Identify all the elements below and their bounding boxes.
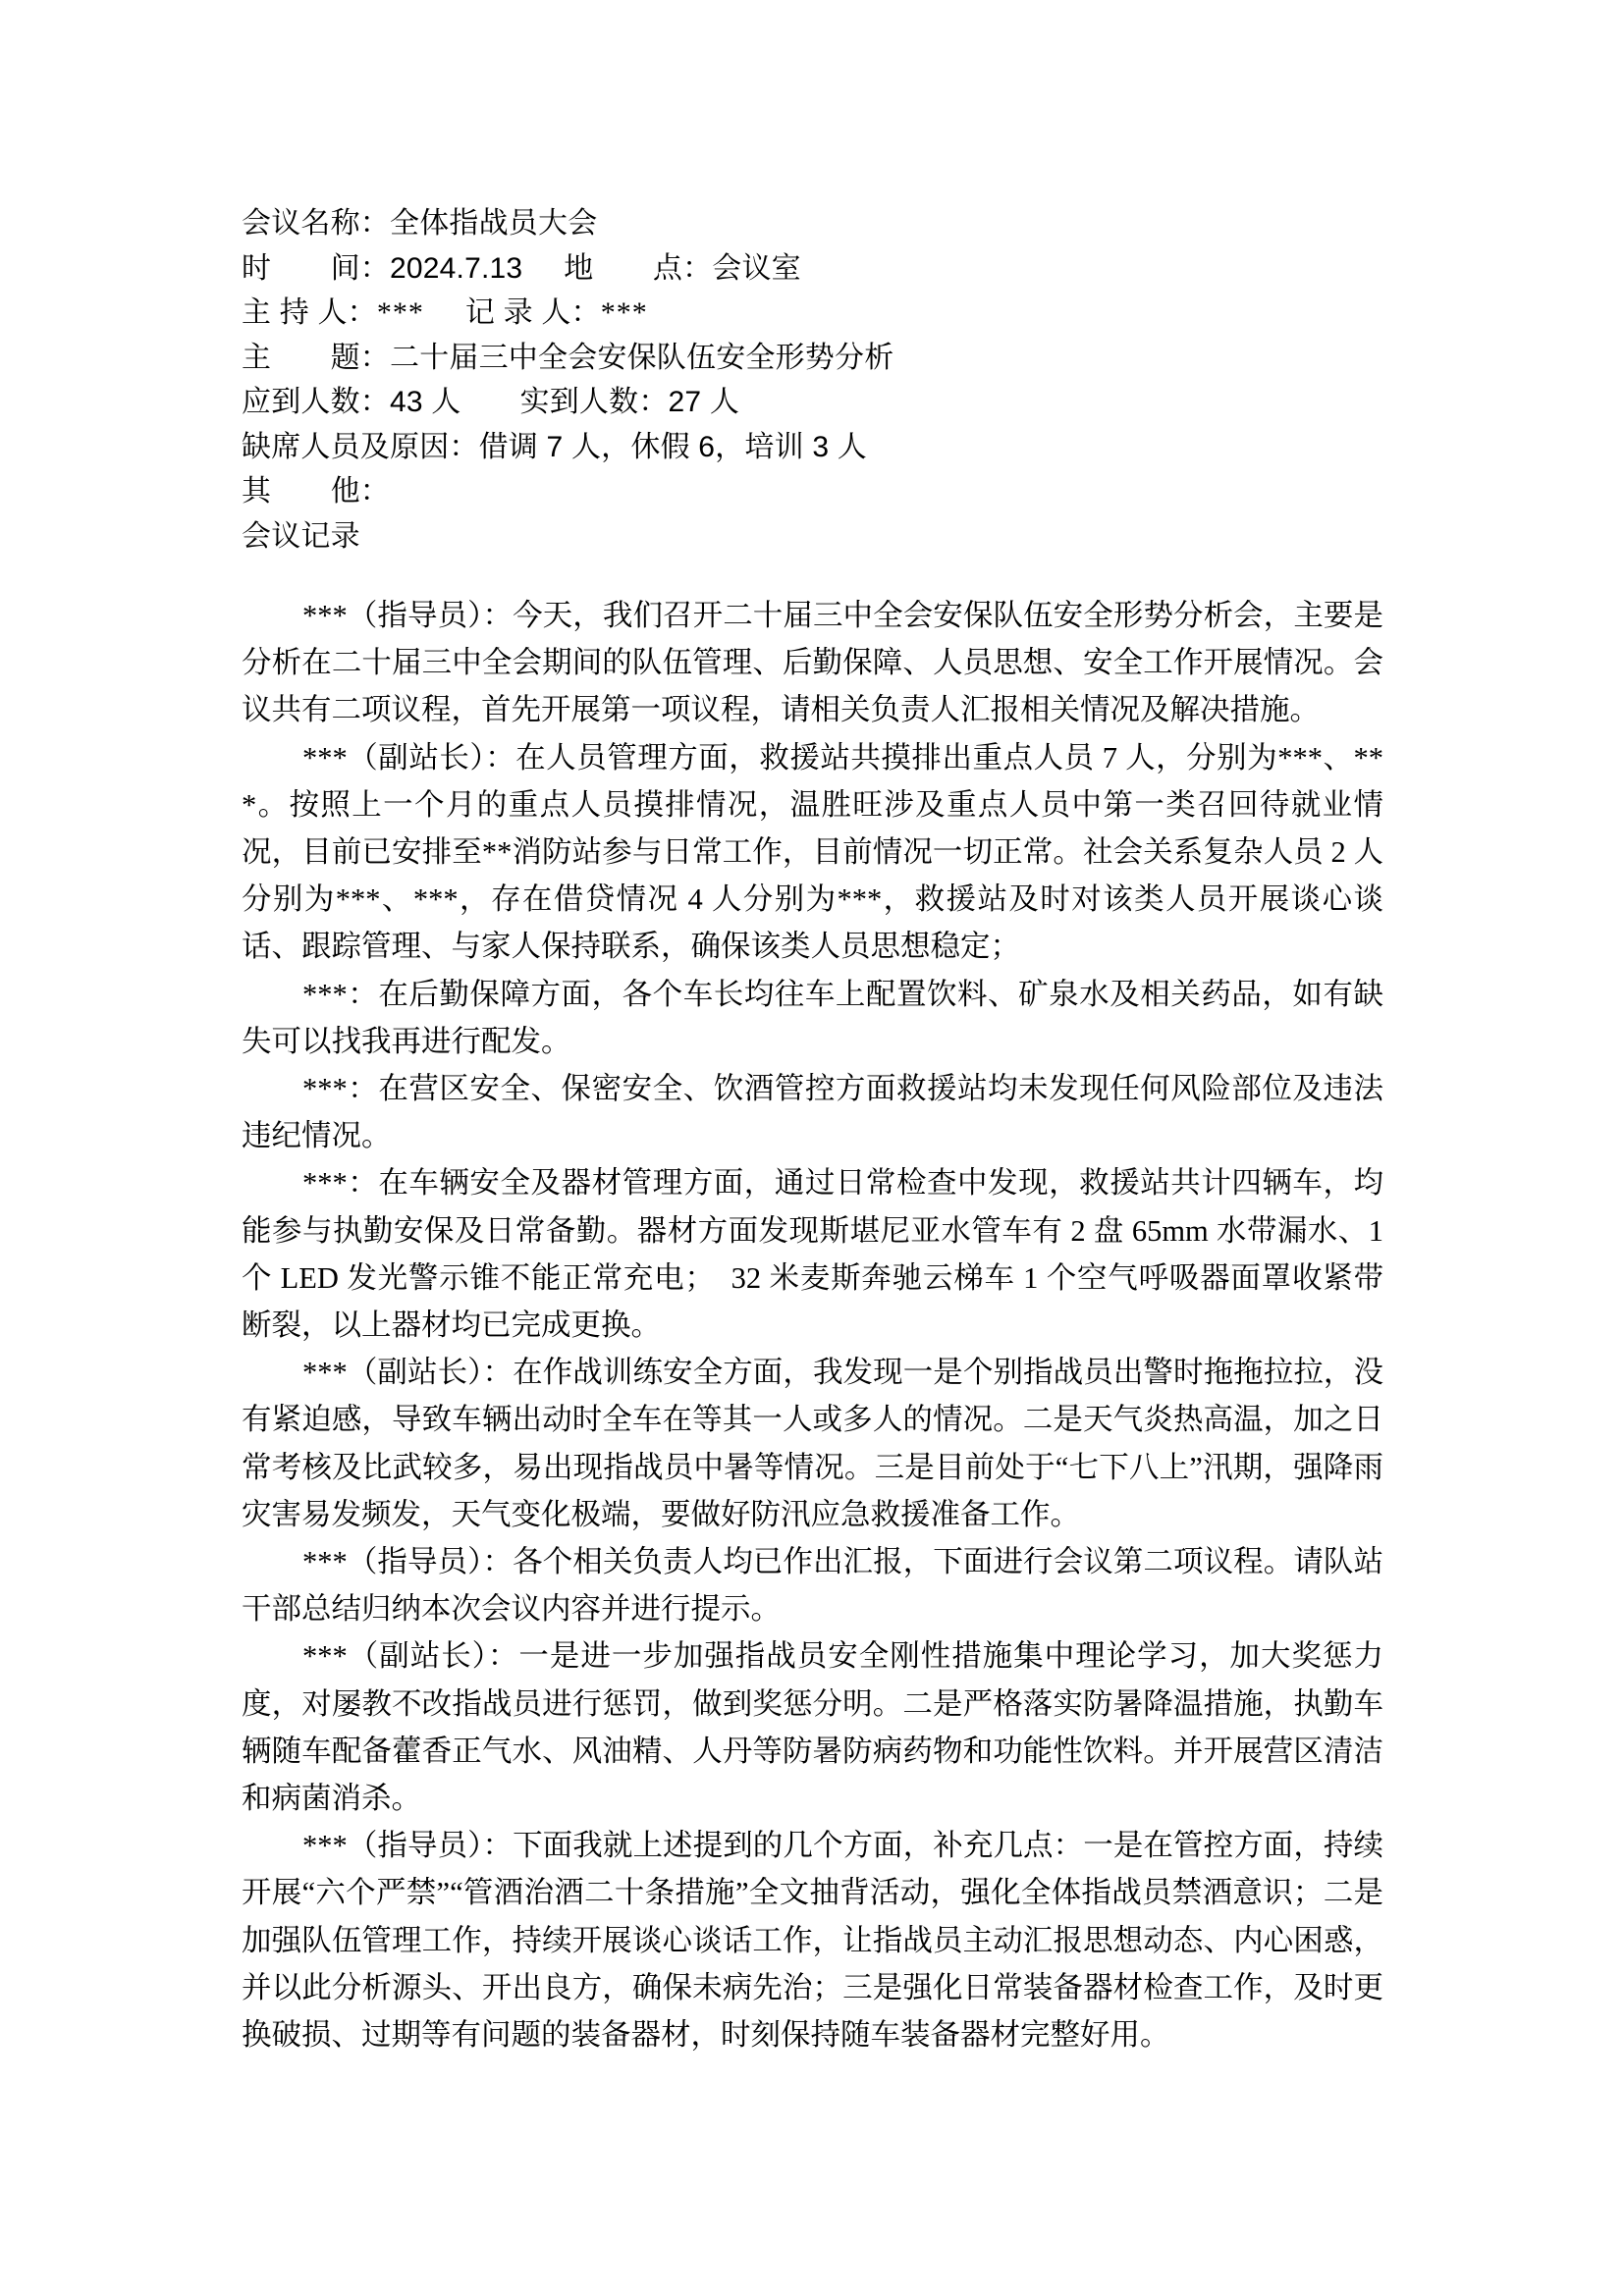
recorder-label: 记 录 人：: [464, 296, 601, 329]
host-value: ***: [376, 296, 424, 329]
absence-line: [242, 425, 1383, 470]
absence-label: 缺席人员及原因：: [242, 430, 479, 463]
minutes-paragraph: ***（副站长）：在人员管理方面，救援站共摸排出重点人员 7 人，分别为***、***。按照上一个月的重点人员摸排情况，温胜旺涉及重点人员中第一类召回待就业情况，目前已安排至**消防站参与日常工作，目前情况一切正常。社会关系复杂人员 2 人分别为***、***，存在借贷情况 4 人分别为***，救援站及时对该类人员开展谈心谈话、跟踪管理、与家人保持联系，确保该类人员思想稳定；: [242, 740, 1383, 964]
minutes-body: [242, 592, 1383, 2058]
other-label: 其 他：: [242, 475, 390, 507]
host-label: 主 持 人：: [242, 296, 377, 329]
recorder-value: ***: [600, 296, 648, 329]
place-label: 地 点：: [564, 251, 713, 285]
actual-attendance-label: 实到人数：: [519, 386, 669, 418]
meeting-name-value: 全体指战员大会: [390, 207, 598, 240]
subject-value: 二十届三中全会安保队伍安全形势分析: [390, 341, 894, 374]
time-place-line: [242, 246, 1383, 292]
absence-value: 借调 7 人，休假 6，培训 3 人: [478, 430, 867, 463]
minutes-paragraph: ***（副站长）：在作战训练安全方面，我发现一是个别指战员出警时拖拖拉拉，没有紧迫感，导致车辆出动时全车在等其一人或多人的情况。二是天气炎热高温，加之日常考核及比武较多，易出现指战员中暑等情况。三是目前处于“七下八上”汛期，强降雨灾害易发频发，天气变化极端，要做好防汛应急救援准备工作。: [242, 1356, 1383, 1531]
attendance-line: [242, 380, 1383, 425]
place-value: 会议室: [712, 251, 801, 285]
subject-label: 主 题：: [242, 341, 390, 374]
minutes-paragraph: ***：在车辆安全及器材管理方面，通过日常检查中发现，救援站共计四辆车，均能参与执勤安保及日常备勤。器材方面发现斯堪尼亚水管车有 2 盘 65mm 水带漏水、1 个 LED 发光警示锥不能正常充电； 32 米麦斯奔驰云梯车 1 个空气呼吸器面罩收紧带断裂，以上器材均已完成更换。: [242, 1166, 1383, 1343]
expected-attendance-label: 应到人数：: [242, 386, 390, 418]
meeting-name-line: [242, 201, 1383, 246]
host-recorder-line: [242, 291, 1383, 336]
subject-line: [242, 336, 1383, 381]
minutes-heading: 会议记录: [242, 519, 360, 553]
time-label: 时 间：: [242, 251, 390, 285]
minutes-paragraph: ***：在后勤保障方面，各个车长均往车上配置饮料、矿泉水及相关药品，如有缺失可以找我再进行配发。: [242, 977, 1383, 1058]
minutes-paragraph: ***：在营区安全、保密安全、饮酒管控方面救援站均未发现任何风险部位及违法违纪情况。: [242, 1072, 1383, 1153]
meeting-header: [242, 201, 1383, 559]
other-line: [242, 469, 1383, 514]
document-content: [242, 201, 1383, 2058]
expected-attendance-value: 43 人: [390, 386, 461, 418]
minutes-paragraph: ***（副站长）：一是进一步加强指战员安全刚性措施集中理论学习，加大奖惩力度，对屡教不改指战员进行惩罚，做到奖惩分明。二是严格落实防暑降温措施，执勤车辆随车配备藿香正气水、风油精、人丹等防暑防病药物和功能性饮料。并开展营区清洁和病菌消杀。: [242, 1639, 1383, 1816]
time-value: 2024.7.13: [390, 251, 523, 285]
actual-attendance-value: 27 人: [668, 386, 740, 418]
minutes-paragraph: ***（指导员）：今天，我们召开二十届三中全会安保队伍安全形势分析会，主要是分析在二十届三中全会期间的队伍管理、后勤保障、人员思想、安全工作开展情况。会议共有二项议程，首先开展第一项议程，请相关负责人汇报相关情况及解决措施。: [242, 599, 1383, 727]
meeting-name-label: 会议名称：: [242, 207, 390, 240]
minutes-paragraph: ***（指导员）：各个相关负责人均已作出汇报，下面进行会议第二项议程。请队站干部总结归纳本次会议内容并进行提示。: [242, 1545, 1383, 1627]
minutes-paragraph: ***（指导员）：下面我就上述提到的几个方面，补充几点：一是在管控方面，持续开展“六个严禁”“管酒治酒二十条措施”全文抽背活动，强化全体指战员禁酒意识；二是加强队伍管理工作，持续开展谈心谈话工作，让指战员主动汇报思想动态、内心困惑，并以此分析源头、开出良方，确保未病先治；三是强化日常装备器材检查工作，及时更换破损、过期等有问题的装备器材，时刻保持随车装备器材完整好用。: [242, 1829, 1383, 2053]
